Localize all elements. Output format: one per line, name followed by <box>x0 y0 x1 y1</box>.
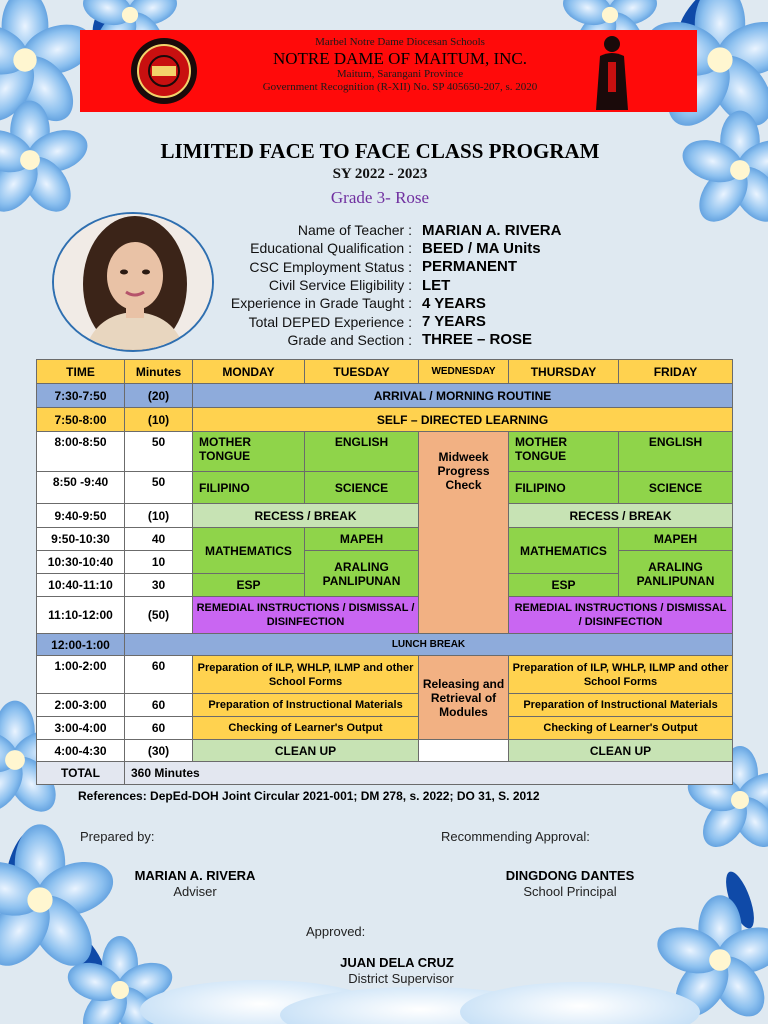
monday-mother-tongue: MOTHER TONGUE <box>193 432 305 472</box>
header-time: TIME <box>37 360 125 384</box>
table-header-row <box>37 360 733 384</box>
wednesday-empty-cell <box>419 740 509 762</box>
tuesday-science: SCIENCE <box>305 472 419 504</box>
table-row <box>37 597 733 634</box>
time-cell: 9:50-10:30 <box>37 528 125 551</box>
friday-araling-panlipunan: ARALING PANLIPUNAN <box>619 551 733 597</box>
info-value: MARIAN A. RIVERA <box>422 221 562 239</box>
checking-cell: Checking of Learner's Output <box>193 717 419 740</box>
teacher-portrait-icon <box>54 214 214 352</box>
table-row <box>37 384 733 408</box>
friday-mapeh: MAPEH <box>619 528 733 551</box>
thursday-mathematics: MATHEMATICS <box>509 528 619 574</box>
time-cell: 1:00-2:00 <box>37 656 125 694</box>
minutes-cell: 60 <box>125 694 193 717</box>
approved-name: JUAN DELA CRUZ <box>340 955 454 970</box>
header-wednesday: WEDNESDAY <box>419 360 509 384</box>
header-thursday: THURSDAY <box>509 360 619 384</box>
grade-section-title: Grade 3- Rose <box>330 188 430 207</box>
header-friday: FRIDAY <box>619 360 733 384</box>
references: References: DepEd-DOH Joint Circular 2021-001; DM 278, s. 2022; DO 31, S. 2012 <box>78 789 540 803</box>
prepared-by-name: MARIAN A. RIVERA <box>134 868 256 883</box>
time-cell: 7:50-8:00 <box>37 408 125 432</box>
page-title: LIMITED FACE TO FACE CLASS PROGRAM <box>160 139 600 163</box>
minutes-cell: 60 <box>125 717 193 740</box>
info-row-grade-experience <box>200 294 640 312</box>
approved-role: District Supervisor <box>348 971 454 986</box>
school-year: SY 2022 - 2023 <box>332 166 428 182</box>
school-name: NOTRE DAME OF MAITUM, INC. <box>272 49 528 68</box>
minutes-cell: (10) <box>125 504 193 528</box>
time-cell: 4:00-4:30 <box>37 740 125 762</box>
school-seal-icon <box>128 36 200 106</box>
table-row <box>37 656 733 694</box>
info-label: Total DEPED Experience : <box>248 313 412 330</box>
table-row <box>37 717 733 740</box>
minutes-cell: 30 <box>125 574 193 597</box>
time-cell: 11:10-12:00 <box>37 597 125 634</box>
government-recognition: Government Recognition (R-XII) No. SP 405650-207, s. 2020 <box>262 81 538 93</box>
info-row-grade-section <box>200 331 640 349</box>
checking-cell: Checking of Learner's Output <box>509 717 733 740</box>
diocesan-schools-line: Marbel Notre Dame Diocesan Schools <box>315 36 485 48</box>
recommending-approval-label: Recommending Approval: <box>441 829 590 844</box>
recess-cell: RECESS / BREAK <box>509 504 733 528</box>
cleanup-cell: CLEAN UP <box>193 740 419 762</box>
table-row <box>37 551 733 574</box>
total-value: 360 Minutes <box>125 762 733 785</box>
teacher-photo <box>52 212 214 352</box>
info-row-employment-status <box>200 258 640 276</box>
recommending-role: School Principal <box>523 884 617 899</box>
school-header-banner <box>80 30 697 112</box>
arrival-cell: ARRIVAL / MORNING ROUTINE <box>193 384 733 408</box>
minutes-cell: 50 <box>125 432 193 472</box>
table-total-row <box>37 762 733 785</box>
time-cell: 12:00-1:00 <box>37 634 125 656</box>
minutes-cell: 10 <box>125 551 193 574</box>
info-label: Grade and Section : <box>287 331 412 348</box>
info-row-qualification <box>200 239 640 257</box>
info-row-teacher-name <box>200 221 640 239</box>
school-header-text <box>200 36 600 94</box>
school-location: Maitum, Sarangani Province <box>336 68 464 80</box>
recess-cell: RECESS / BREAK <box>193 504 419 528</box>
header-monday: MONDAY <box>193 360 305 384</box>
header-tuesday: TUESDAY <box>305 360 419 384</box>
lunch-break-cell: LUNCH BREAK <box>125 634 733 656</box>
info-value: 4 YEARS <box>422 294 486 312</box>
tuesday-mapeh: MAPEH <box>305 528 419 551</box>
total-label: TOTAL <box>37 762 125 785</box>
info-label: CSC Employment Status : <box>249 258 412 275</box>
table-row <box>37 432 733 472</box>
remedial-cell: REMEDIAL INSTRUCTIONS / DISMISSAL / DISINFECTION <box>193 597 419 634</box>
friday-science: SCIENCE <box>619 472 733 504</box>
minutes-cell: (20) <box>125 384 193 408</box>
remedial-cell: REMEDIAL INSTRUCTIONS / DISMISSAL / DISINFECTION <box>509 597 733 634</box>
approved-label: Approved: <box>306 924 366 939</box>
info-label: Name of Teacher : <box>297 222 412 239</box>
patron-figure-icon <box>592 32 632 112</box>
info-value: THREE – ROSE <box>422 331 533 349</box>
monday-filipino: FILIPINO <box>193 472 305 504</box>
prep-im-cell: Preparation of Instructional Materials <box>509 694 733 717</box>
table-row <box>37 740 733 762</box>
prep-ilp-cell: Preparation of ILP, WHLP, ILMP and other School Forms <box>509 656 733 694</box>
thursday-mother-tongue: MOTHER TONGUE <box>509 432 619 472</box>
table-row <box>37 528 733 551</box>
time-cell: 10:30-10:40 <box>37 551 125 574</box>
cleanup-cell: CLEAN UP <box>509 740 733 762</box>
info-value: BEED / MA Units <box>422 239 541 257</box>
monday-esp: ESP <box>193 574 305 597</box>
time-cell: 10:40-11:10 <box>37 574 125 597</box>
class-schedule-table <box>36 359 733 785</box>
prep-ilp-cell: Preparation of ILP, WHLP, ILMP and other School Forms <box>193 656 419 694</box>
time-cell: 2:00-3:00 <box>37 694 125 717</box>
prepared-by-label: Prepared by: <box>80 829 155 844</box>
wednesday-releasing-modules: Releasing and Retrieval of Modules <box>419 656 509 740</box>
info-value: PERMANENT <box>422 258 518 276</box>
info-value: LET <box>422 276 451 294</box>
table-row <box>37 634 733 656</box>
table-row <box>37 472 733 504</box>
minutes-cell: (50) <box>125 597 193 634</box>
self-directed-cell: SELF – DIRECTED LEARNING <box>193 408 733 432</box>
prepared-by-role: Adviser <box>173 884 217 899</box>
recommending-name: DINGDONG DANTES <box>505 868 635 883</box>
header-minutes: Minutes <box>125 360 193 384</box>
time-cell: 8:50 -9:40 <box>37 472 125 504</box>
info-label: Educational Qualification : <box>250 240 412 257</box>
time-cell: 8:00-8:50 <box>37 432 125 472</box>
minutes-cell: 60 <box>125 656 193 694</box>
info-row-eligibility <box>200 276 640 294</box>
time-cell: 9:40-9:50 <box>37 504 125 528</box>
tuesday-english: ENGLISH <box>305 432 419 472</box>
info-value: 7 YEARS <box>422 313 486 331</box>
time-cell: 3:00-4:00 <box>37 717 125 740</box>
table-row <box>37 694 733 717</box>
minutes-cell: 40 <box>125 528 193 551</box>
minutes-cell: (30) <box>125 740 193 762</box>
info-label: Experience in Grade Taught : <box>230 295 412 312</box>
prep-im-cell: Preparation of Instructional Materials <box>193 694 419 717</box>
table-row <box>37 408 733 432</box>
table-row <box>37 504 733 528</box>
info-row-deped-experience <box>200 312 640 330</box>
thursday-esp: ESP <box>509 574 619 597</box>
time-cell: 7:30-7:50 <box>37 384 125 408</box>
info-label: Civil Service Eligibility : <box>268 277 412 294</box>
thursday-filipino: FILIPINO <box>509 472 619 504</box>
minutes-cell: 50 <box>125 472 193 504</box>
wednesday-midweek-check: Midweek Progress Check <box>419 432 509 634</box>
tuesday-araling-panlipunan: ARALING PANLIPUNAN <box>305 551 419 597</box>
minutes-cell: (10) <box>125 408 193 432</box>
monday-mathematics: MATHEMATICS <box>193 528 305 574</box>
teacher-info <box>200 221 640 349</box>
friday-english: ENGLISH <box>619 432 733 472</box>
